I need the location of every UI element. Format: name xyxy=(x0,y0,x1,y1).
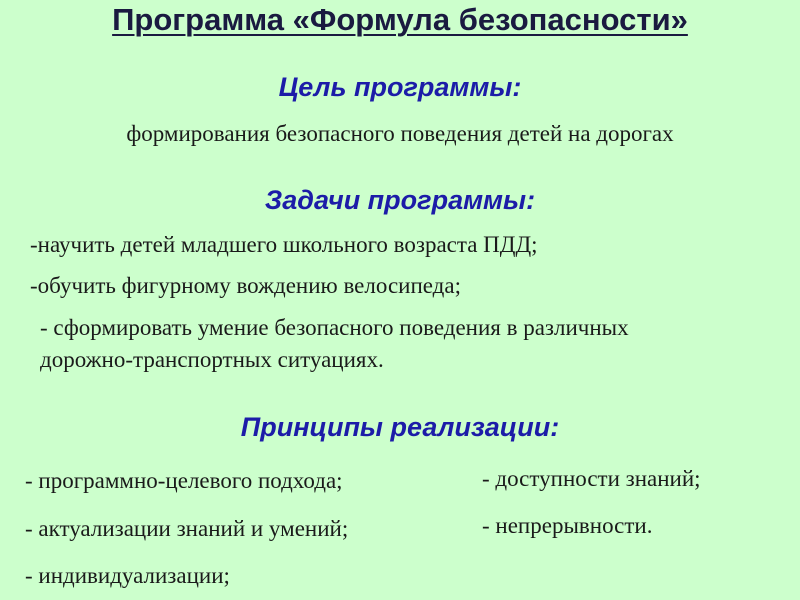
principle-item: - программно-целевого подхода; xyxy=(25,468,343,493)
task-item: -научить детей младшего школьного возраста ПДД; xyxy=(30,232,538,257)
principles-heading: Принципы реализации: xyxy=(240,412,560,442)
principle-item: - актуализации знаний и умений; xyxy=(25,516,349,541)
principle-item: - непрерывности. xyxy=(482,513,653,538)
principle-item: - индивидуализации; xyxy=(25,563,230,588)
principle-item: - доступности знаний; xyxy=(482,466,701,491)
tasks-heading: Задачи программы: xyxy=(264,185,536,215)
slide-title: Программа «Формула безопасности» xyxy=(112,2,688,37)
task-item: -обучить фигурному вождению велосипеда; xyxy=(30,273,461,298)
task-item: - сформировать умение безопасного поведения в различных xyxy=(40,315,629,340)
goal-heading: Цель программы: xyxy=(278,72,522,102)
task-item-continuation: дорожно-транспортных ситуациях. xyxy=(40,347,384,372)
goal-text: формирования безопасного поведения детей на дорогах xyxy=(126,121,674,146)
